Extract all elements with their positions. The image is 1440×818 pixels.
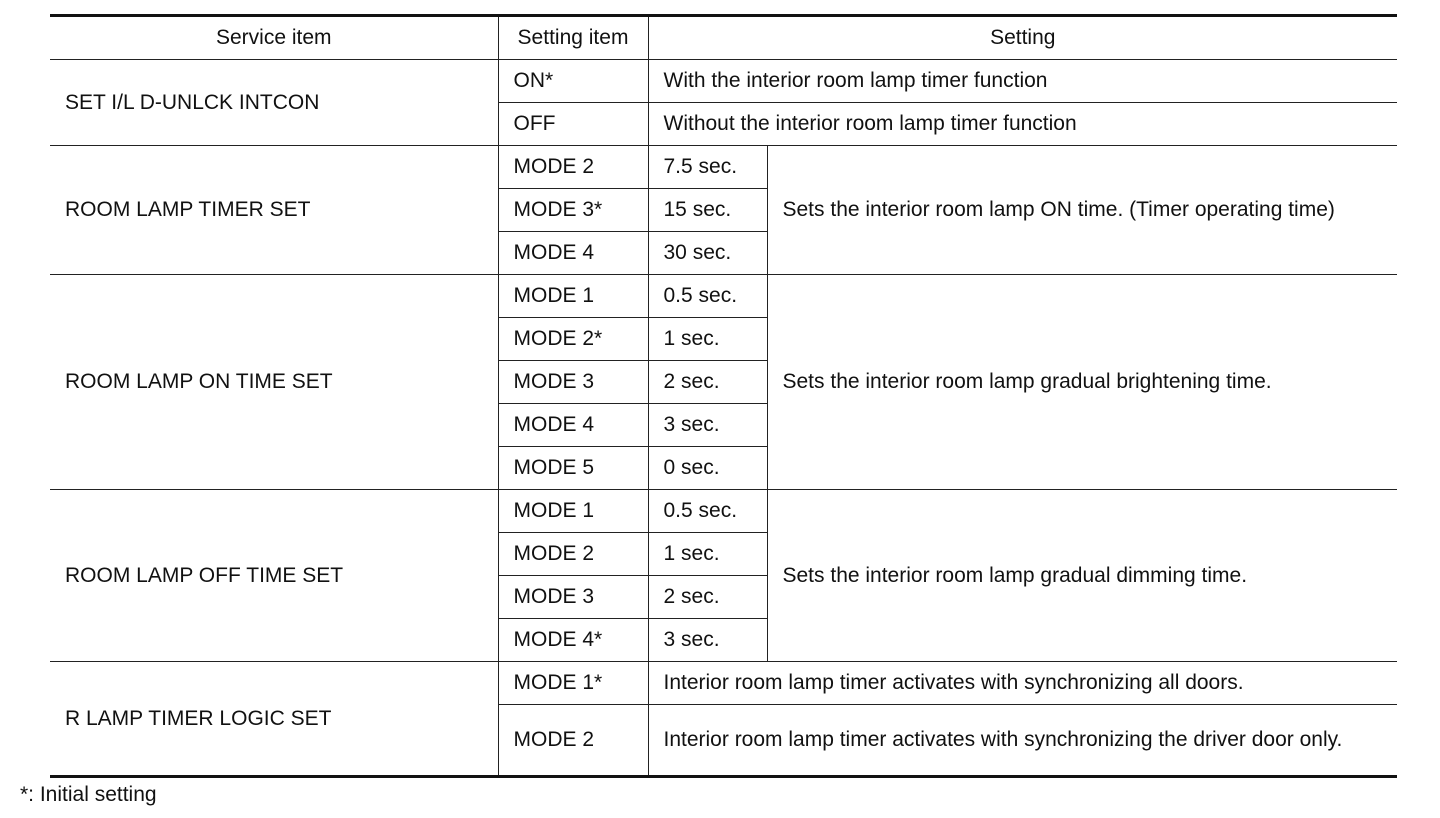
setting-value-cell: 3 sec.: [648, 619, 767, 662]
setting-item-cell: OFF: [498, 103, 648, 146]
setting-value-cell: 1 sec.: [648, 533, 767, 576]
setting-value-cell: 7.5 sec.: [648, 146, 767, 189]
setting-item-cell: MODE 2: [498, 705, 648, 777]
setting-item-cell: MODE 4: [498, 232, 648, 275]
table-row: [50, 60, 1397, 103]
setting-item-cell: MODE 1: [498, 275, 648, 318]
setting-description-cell: Sets the interior room lamp gradual brightening time.: [767, 275, 1397, 490]
table-row: [50, 146, 1397, 189]
setting-value-cell: 2 sec.: [648, 576, 767, 619]
service-item-cell: ROOM LAMP OFF TIME SET: [50, 490, 498, 662]
service-item-cell: ROOM LAMP TIMER SET: [50, 146, 498, 275]
service-item-cell: ROOM LAMP ON TIME SET: [50, 275, 498, 490]
setting-item-cell: MODE 3: [498, 361, 648, 404]
setting-item-cell: MODE 2*: [498, 318, 648, 361]
setting-value-cell: 0.5 sec.: [648, 275, 767, 318]
header-service-item: Service item: [50, 16, 498, 60]
setting-item-cell: MODE 1: [498, 490, 648, 533]
setting-item-cell: MODE 2: [498, 533, 648, 576]
setting-description-cell: Sets the interior room lamp ON time. (Timer operating time): [767, 146, 1397, 275]
table-row: [50, 275, 1397, 318]
setting-item-cell: MODE 5: [498, 447, 648, 490]
setting-description-cell: Sets the interior room lamp gradual dimming time.: [767, 490, 1397, 662]
table-row: [50, 490, 1397, 533]
setting-item-cell: MODE 4: [498, 404, 648, 447]
setting-item-cell: MODE 4*: [498, 619, 648, 662]
setting-value-cell: 0.5 sec.: [648, 490, 767, 533]
setting-description-cell: Without the interior room lamp timer function: [648, 103, 1397, 146]
header-row: [50, 16, 1397, 60]
setting-item-cell: MODE 3: [498, 576, 648, 619]
setting-description-cell: Interior room lamp timer activates with synchronizing all doors.: [648, 662, 1397, 705]
service-item-cell: SET I/L D-UNLCK INTCON: [50, 60, 498, 146]
setting-value-cell: 2 sec.: [648, 361, 767, 404]
setting-item-cell: MODE 2: [498, 146, 648, 189]
setting-description-cell: With the interior room lamp timer function: [648, 60, 1397, 103]
table-row: [50, 662, 1397, 705]
header-setting: Setting: [648, 16, 1397, 60]
service-settings-table: [50, 14, 1397, 778]
header-setting-item: Setting item: [498, 16, 648, 60]
setting-value-cell: 15 sec.: [648, 189, 767, 232]
footnote: *: Initial setting: [20, 783, 157, 806]
setting-item-cell: MODE 3*: [498, 189, 648, 232]
setting-item-cell: MODE 1*: [498, 662, 648, 705]
setting-value-cell: 1 sec.: [648, 318, 767, 361]
setting-value-cell: 3 sec.: [648, 404, 767, 447]
setting-value-cell: 0 sec.: [648, 447, 767, 490]
setting-description-cell: Interior room lamp timer activates with synchronizing the driver door only.: [648, 705, 1397, 777]
setting-item-cell: ON*: [498, 60, 648, 103]
service-item-cell: R LAMP TIMER LOGIC SET: [50, 662, 498, 777]
setting-value-cell: 30 sec.: [648, 232, 767, 275]
